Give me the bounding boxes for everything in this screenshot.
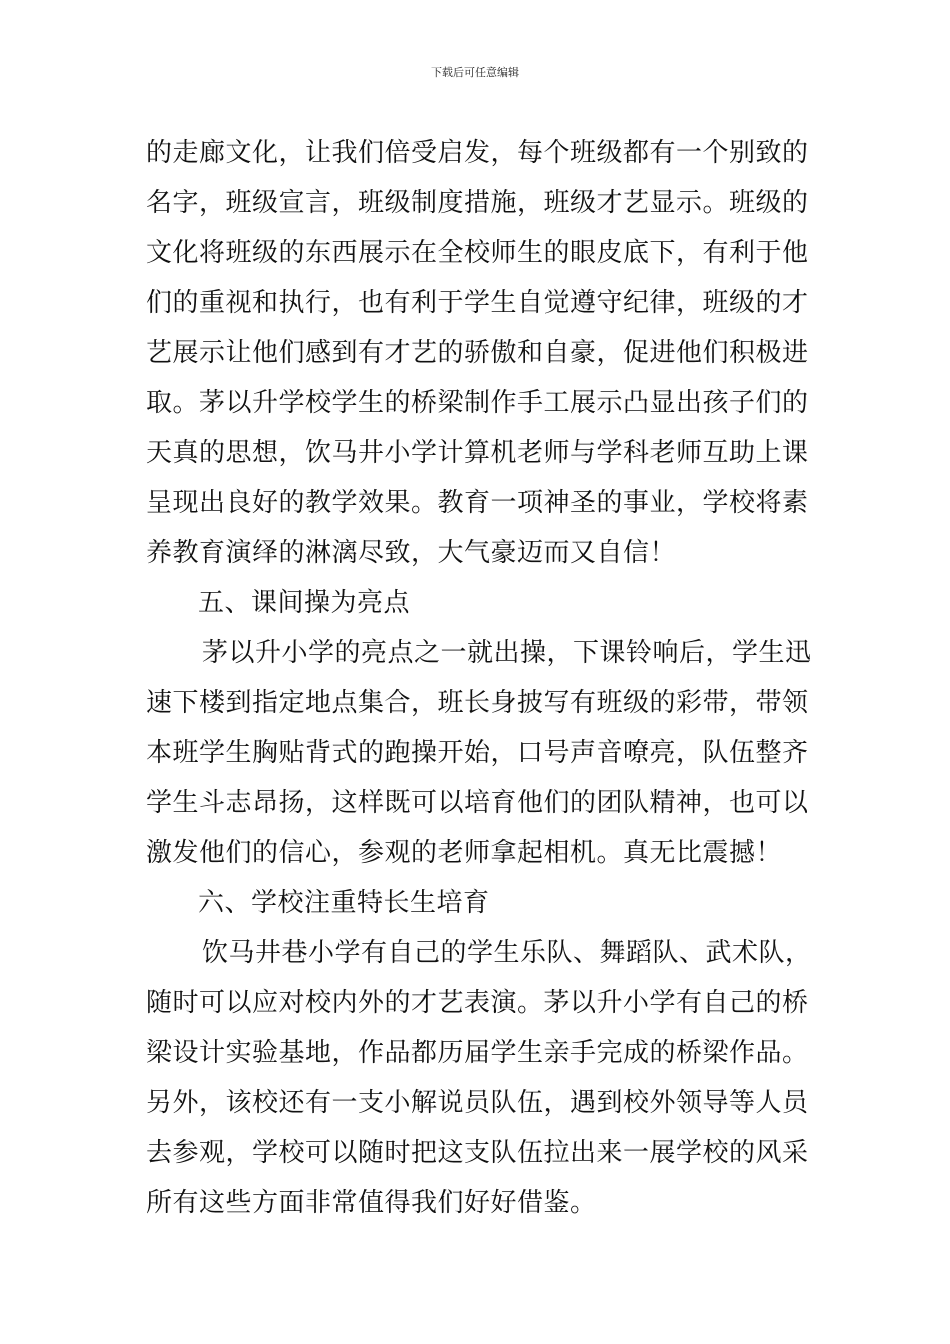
text-line: 速下楼到指定地点集合，班长身披写有班级的彩带，带领 [146,688,809,718]
text-line: 天真的思想，饮马井小学计算机老师与学科老师互助上课 [146,438,809,468]
text-line: 的走廊文化，让我们倍受启发，每个班级都有一个别致的 [146,138,809,168]
section-heading: 五、课间操为亮点 [198,588,411,618]
text-line: 所有这些方面非常值得我们好好借鉴。 [146,1188,597,1218]
document-body [146,128,816,1228]
text-line: 名字，班级宣言，班级制度措施，班级才艺显示。班级的 [146,188,809,218]
text-line: 饮马井巷小学有自己的学生乐队、舞蹈队、武术队， [202,938,812,968]
text-line: 学生斗志昂扬，这样既可以培育他们的团队精神，也可以 [146,788,809,818]
section-heading: 六、学校注重特长生培育 [198,888,490,918]
text-line: 艺展示让他们感到有才艺的骄傲和自豪，促进他们积极进 [146,338,809,368]
text-line: 去参观，学校可以随时把这支队伍拉出来一展学校的风采 [146,1138,809,1168]
text-line: 本班学生胸贴背式的跑操开始，口号声音嘹亮，队伍整齐 [146,738,809,768]
text-line: 们的重视和执行，也有利于学生自觉遵守纪律，班级的才 [146,288,809,318]
text-line: 取。茅以升学校学生的桥梁制作手工展示凸显出孩子们的 [146,388,809,418]
text-line: 文化将班级的东西展示在全校师生的眼皮底下，有利于他 [146,238,809,268]
text-line: 梁设计实验基地，作品都历届学生亲手完成的桥梁作品。 [146,1038,809,1068]
text-line: 养教育演绎的淋漓尽致，大气豪迈而又自信！ [146,538,677,568]
text-line: 激发他们的信心，参观的老师拿起相机。真无比震撼！ [146,838,783,868]
text-line: 呈现出良好的教学效果。教育一项神圣的事业，学校将素 [146,488,809,518]
text-line: 随时可以应对校内外的才艺表演。茅以升小学有自己的桥 [146,988,809,1018]
text-line: 另外，该校还有一支小解说员队伍，遇到校外领导等人员 [146,1088,809,1118]
header-note: 下载后可任意编辑 [431,66,519,79]
text-line: 茅以升小学的亮点之一就出操，下课铃响后，学生迅 [202,638,812,668]
